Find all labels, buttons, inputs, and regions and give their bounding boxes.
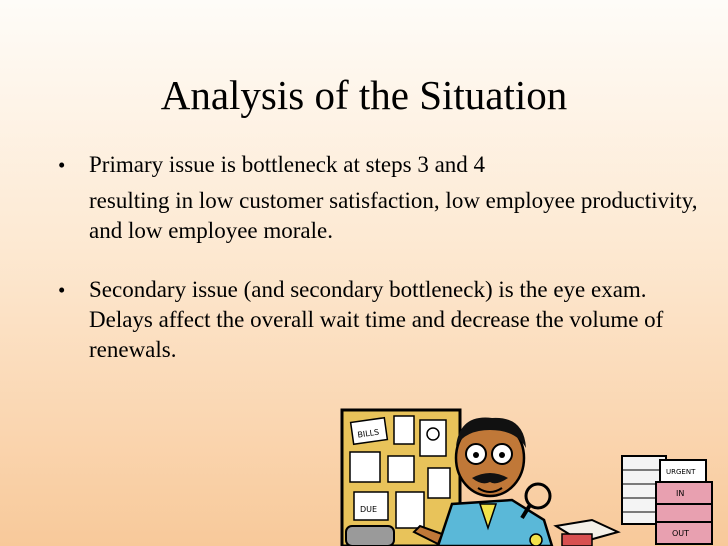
out-tray-label: OUT: [672, 529, 690, 538]
telephone-icon: [346, 526, 394, 546]
bullet-body-text: resulting in low customer satisfaction, low employee productivity, and low employee morale.: [89, 188, 698, 243]
bullet-dot-icon: •: [58, 153, 66, 177]
due-note-text: DUE: [360, 505, 378, 514]
in-out-tray-icon: [656, 482, 712, 544]
bullet-body-text: Secondary issue (and secondary bottleneck) is the eye exam. Delays affect the overall wait time and decrease the volume of renewals.: [89, 277, 664, 362]
in-tray-label: IN: [676, 489, 685, 498]
urgent-note-text: URGENT: [666, 468, 696, 476]
slide-title: [0, 70, 728, 120]
bullet-dot-icon: •: [58, 278, 66, 302]
bullet-item: [58, 275, 698, 365]
bullet-item: [58, 150, 698, 246]
bills-note-text: BILLS: [356, 427, 380, 440]
stressed-office-worker-clipart: [330, 408, 728, 546]
bullet-lead-text: Primary issue is bottleneck at steps 3 and 4: [89, 152, 486, 177]
bullet-list: [58, 150, 698, 365]
slide-title-text: Analysis of the Situation: [160, 72, 568, 118]
